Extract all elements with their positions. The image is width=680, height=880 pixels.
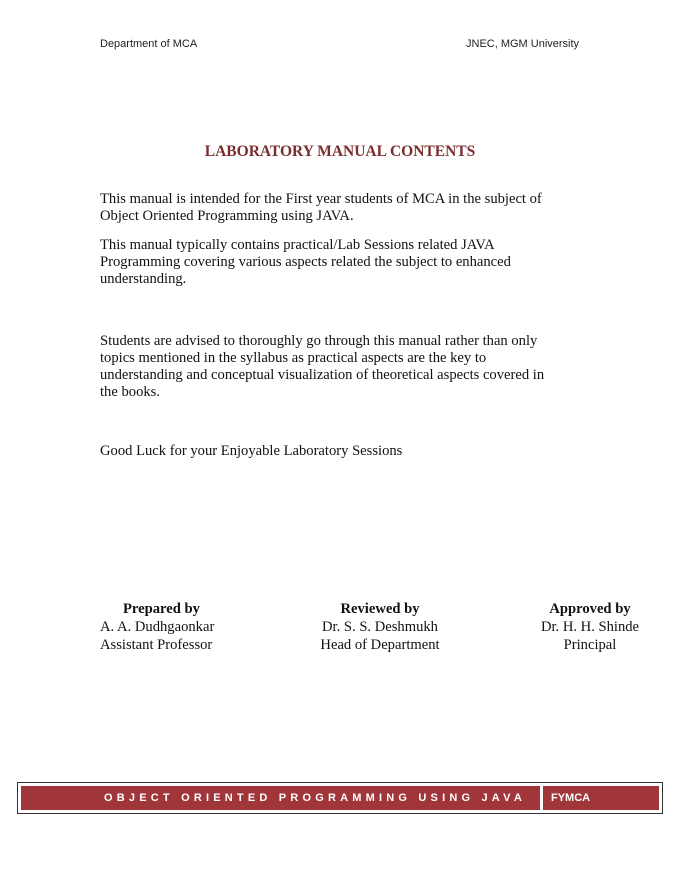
prepared-by-label: Prepared by: [123, 601, 200, 617]
reviewed-by-block: [300, 600, 460, 654]
approved-by-block: [520, 600, 660, 654]
good-luck-line: Good Luck for your Enjoyable Laboratory Sessions: [100, 443, 403, 459]
advice-line-3: understanding and conceptual visualization of theoretical aspects covered in: [100, 367, 545, 383]
header-university: JNEC, MGM University: [466, 38, 580, 50]
prepared-by-name: A. A. Dudhgaonkar: [100, 619, 215, 635]
intro-line-2: Object Oriented Programming using JAVA.: [100, 208, 354, 224]
footer-band: [21, 786, 659, 810]
footer-subject: OBJECT ORIENTED PROGRAMMING USING JAVA: [104, 792, 526, 804]
good-luck-paragraph: [100, 443, 580, 460]
reviewed-by-designation: Head of Department: [320, 637, 440, 653]
content-line-1: This manual typically contains practical/Lab Sessions related JAVA: [100, 237, 495, 253]
intro-paragraph: [100, 191, 580, 225]
intro-line-1: This manual is intended for the First year students of MCA in the subject of: [100, 191, 542, 207]
approved-by-label: Approved by: [549, 601, 631, 617]
footer-class: FYMCA: [551, 792, 591, 804]
content-paragraph: [100, 237, 580, 288]
approved-by-name: Dr. H. H. Shinde: [540, 619, 640, 635]
page-title: LABORATORY MANUAL CONTENTS: [204, 143, 476, 160]
reviewed-by-label: Reviewed by: [340, 601, 420, 617]
advice-line-1: Students are advised to thoroughly go through this manual rather than only: [100, 333, 538, 349]
page-footer: [17, 782, 663, 814]
prepared-by-block: [100, 600, 230, 654]
prepared-by-designation: Assistant Professor: [100, 637, 213, 653]
content-line-3: understanding.: [100, 271, 187, 287]
advice-line-2: topics mentioned in the syllabus as practical aspects are the key to: [100, 350, 487, 366]
reviewed-by-name: Dr. S. S. Deshmukh: [322, 619, 438, 635]
advice-line-4: the books.: [100, 384, 160, 400]
header-department: Department of MCA: [100, 38, 198, 50]
approved-by-designation: Principal: [563, 637, 617, 653]
content-line-2: Programming covering various aspects related the subject to enhanced: [100, 254, 511, 270]
advice-paragraph: [100, 333, 580, 401]
